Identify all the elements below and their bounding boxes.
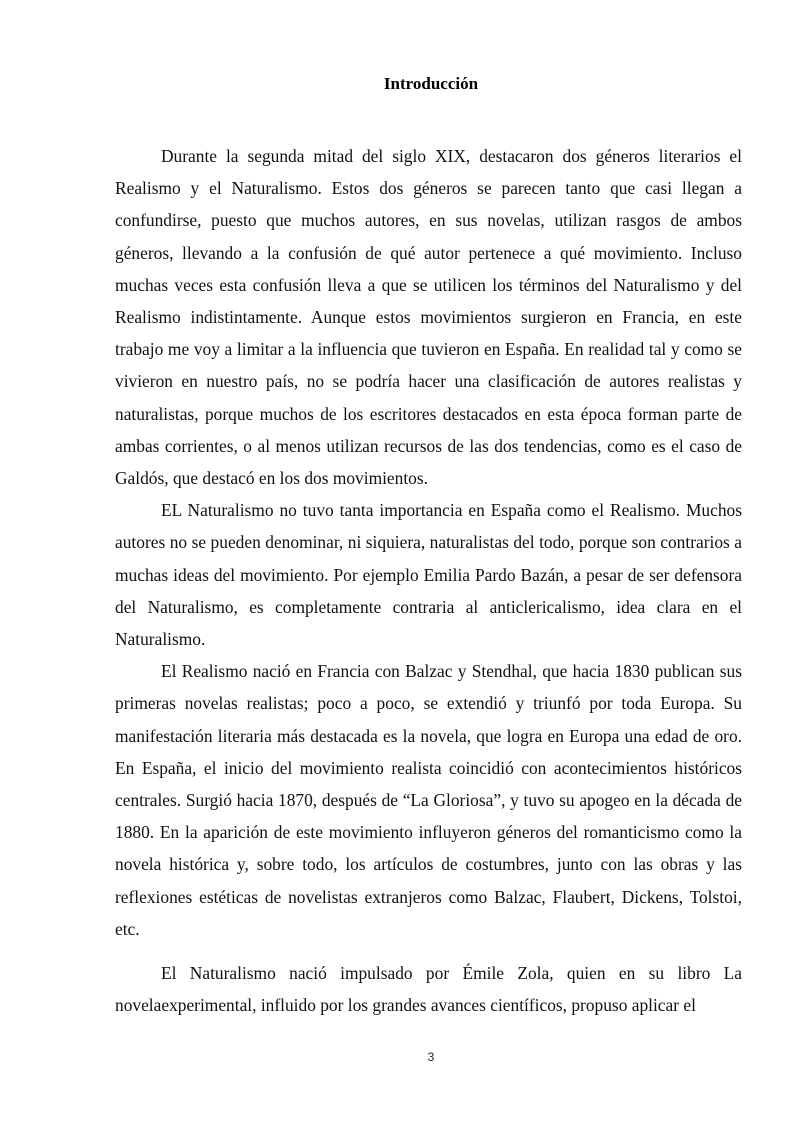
document-body [115, 140, 742, 1021]
paragraph-1: Durante la segunda mitad del siglo XIX, destacaron dos géneros literarios el Realismo y el Naturalismo. Estos dos géneros se parecen tanto que casi llegan a confundirse, puesto que muchos autores, en sus novelas, utilizan rasgos de ambos géneros, llevando a la confusión de qué autor pertenece a qué movimiento. Incluso muchas veces esta confusión lleva a que se utilicen los términos del Naturalismo y del Realismo indistintamente. Aunque estos movimientos surgieron en Francia, en este trabajo me voy a limitar a la influencia que tuvieron en España. En realidad tal y como se vivieron en nuestro país, no se podría hacer una clasificación de autores realistas y naturalistas, porque muchos de los escritores destacados en esta época forman parte de ambas corrientes, o al menos utilizan recursos de las dos tendencias, como es el caso de Galdós, que destacó en los dos movimientos. [115, 146, 742, 489]
paragraph-2: EL Naturalismo no tuvo tanta importancia en España como el Realismo. Muchos autores no se pueden denominar, ni siquiera, naturalistas del todo, porque son contrarios a muchas ideas del movimiento. Por ejemplo Emilia Pardo Bazán, a pesar de ser defensora del Naturalismo, es completamente contraria al anticlericalismo, idea clara en el Naturalismo. [115, 500, 742, 650]
paragraph-3: El Realismo nació en Francia con Balzac y Stendhal, que hacia 1830 publican sus primeras novelas realistas; poco a poco, se extendió y triunfó por toda Europa. Su manifestación literaria más destacada es la novela, que logra en Europa una edad de oro. En España, el inicio del movimiento realista coincidió con acontecimientos históricos centrales. Surgió hacia 1870, después de “La Gloriosa”, y tuvo su apogeo en la década de 1880. En la aparición de este movimiento influyeron géneros del romanticismo como la novela histórica y, sobre todo, los artículos de costumbres, junto con las obras y las reflexiones estéticas de novelistas extranjeros como Balzac, Flaubert, Dickens, Tolstoi, etc. [115, 661, 742, 939]
page-number: 3 [427, 1050, 435, 1064]
paragraph-4: El Naturalismo nació impulsado por Émile Zola, quien en su libro La novelaexperimental, influido por los grandes avances científicos, propuso aplicar el [115, 963, 742, 1016]
page-title: Introducción [383, 74, 479, 93]
